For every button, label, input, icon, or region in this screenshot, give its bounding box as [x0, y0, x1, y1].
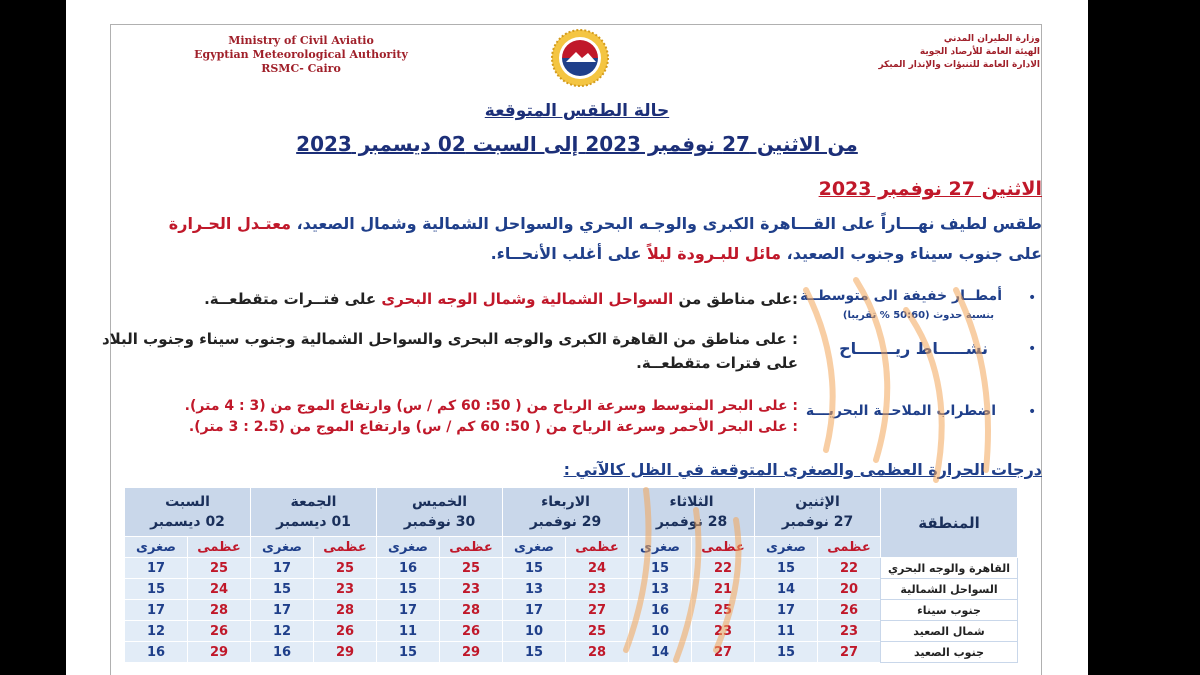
max-temp-cell: 25 [692, 600, 755, 621]
min-temp-cell: 15 [629, 558, 692, 579]
rain-text-region: السواحل الشمالية وشمال الوجه البحرى [381, 290, 674, 308]
table-row [125, 642, 1018, 663]
min-temp-cell: 13 [503, 579, 566, 600]
max-temp-cell: 25 [188, 558, 251, 579]
header-ar-line-1: وزارة الطيران المدني [943, 34, 1040, 44]
day-name: الإثنين [795, 494, 840, 510]
phenomenon-rain-text [204, 290, 798, 308]
description-highlight: معتـدل الحـرارة [168, 214, 291, 233]
region-name: شمال الصعيد [881, 621, 1018, 642]
header-ar-line-3: الادارة العامة للتنبؤات والإنذار المبكر [878, 60, 1040, 70]
temperature-table [124, 487, 1018, 663]
max-temp-cell: 23 [818, 621, 881, 642]
day-heading: الاثنين 27 نوفمبر 2023 [818, 178, 1042, 200]
min-temp-cell: 16 [125, 642, 188, 663]
day-header [629, 488, 755, 537]
description-text: على جنوب سيناء وجنوب الصعيد، [781, 244, 1042, 263]
min-temp-cell: 17 [125, 558, 188, 579]
min-temp-cell: 11 [755, 621, 818, 642]
region-name: السواحل الشمالية [881, 579, 1018, 600]
max-temp-cell: 22 [818, 558, 881, 579]
max-temp-cell: 23 [692, 621, 755, 642]
region-name: جنوب الصعيد [881, 642, 1018, 663]
min-temp-cell: 15 [755, 642, 818, 663]
max-temp-cell: 29 [440, 642, 503, 663]
max-label: عظمى [818, 537, 881, 558]
max-temp-cell: 27 [818, 642, 881, 663]
max-temp-cell: 29 [314, 642, 377, 663]
day-name: الجمعة [290, 494, 337, 510]
min-label: صغرى [125, 537, 188, 558]
min-temp-cell: 15 [251, 579, 314, 600]
day-header [755, 488, 881, 537]
min-temp-cell: 14 [629, 642, 692, 663]
header-en-line-1: Ministry of Civil Aviatio [228, 34, 374, 47]
min-label: صغرى [503, 537, 566, 558]
max-temp-cell: 25 [566, 621, 629, 642]
day-date: 30 نوفمبر [403, 514, 476, 530]
max-temp-cell: 23 [566, 579, 629, 600]
header-en-line-3: RSMC- Cairo [261, 62, 341, 75]
max-temp-cell: 26 [188, 621, 251, 642]
max-label: عظمى [692, 537, 755, 558]
day-name: الثلاثاء [669, 494, 714, 510]
min-temp-cell: 15 [503, 558, 566, 579]
min-temp-cell: 17 [251, 558, 314, 579]
max-label: عظمى [440, 537, 503, 558]
min-temp-cell: 17 [125, 600, 188, 621]
description-text: على أغلب الأنحــاء. [490, 244, 647, 263]
day-date: 29 نوفمبر [529, 514, 602, 530]
phenomenon-sea-label: اضطراب الملاحــة البحريـــة [805, 403, 996, 419]
min-label: صغرى [377, 537, 440, 558]
description-text: طقس لطيف نهـــاراً على القـــاهرة الكبرى والوجـه البحري والسواحل الشمالية وشمال الصعيد، [291, 214, 1042, 233]
ema-logo-icon [550, 28, 610, 88]
max-temp-cell: 25 [314, 558, 377, 579]
min-label: صغرى [629, 537, 692, 558]
day-name: السبت [165, 494, 210, 510]
max-temp-cell: 20 [818, 579, 881, 600]
min-temp-cell: 15 [377, 642, 440, 663]
max-temp-cell: 28 [314, 600, 377, 621]
min-temp-cell: 11 [377, 621, 440, 642]
day-header [377, 488, 503, 537]
day-date: 28 نوفمبر [655, 514, 728, 530]
day-date: 01 ديسمبر [276, 514, 351, 530]
min-temp-cell: 16 [629, 600, 692, 621]
min-temp-cell: 12 [251, 621, 314, 642]
description-line-1 [169, 214, 1042, 233]
rain-text-a: :على مناطق من [673, 290, 798, 308]
min-temp-cell: 17 [503, 600, 566, 621]
table-row [125, 558, 1018, 579]
description-highlight: مائل للبـرودة ليلاً [646, 244, 782, 263]
day-header [503, 488, 629, 537]
max-label: عظمى [566, 537, 629, 558]
day-header [251, 488, 377, 537]
table-row [125, 579, 1018, 600]
header-ar-line-2: الهيئة العامة للأرصاد الجوية [919, 47, 1040, 57]
min-temp-cell: 13 [629, 579, 692, 600]
max-temp-cell: 26 [314, 621, 377, 642]
max-temp-cell: 28 [566, 642, 629, 663]
phenomenon-rain-label: أمطــار خفيفة الى متوسطــة [800, 288, 1002, 304]
phenomenon-sea-line-1: : على البحر المتوسط وسرعة الرياح من ( 50: 60 كم / س) وارتفاع الموج من (3 : 4 متر). [184, 398, 798, 414]
forecast-period: من الاثنين 27 نوفمبر 2023 إلى السبت 02 ديسمبر 2023 [296, 132, 858, 156]
description-line-2 [491, 244, 1042, 263]
header-en-line-2: Egyptian Meteorological Authority [194, 48, 408, 61]
min-temp-cell: 15 [125, 579, 188, 600]
region-name: جنوب سيناء [881, 600, 1018, 621]
max-temp-cell: 23 [440, 579, 503, 600]
min-temp-cell: 16 [377, 558, 440, 579]
forecast-document [66, 0, 1088, 675]
table-row [125, 600, 1018, 621]
min-temp-cell: 12 [125, 621, 188, 642]
max-temp-cell: 22 [692, 558, 755, 579]
max-temp-cell: 26 [818, 600, 881, 621]
table-row [125, 621, 1018, 642]
max-temp-cell: 24 [566, 558, 629, 579]
phenomenon-rain-sublabel: بنسبة حدوث (50:60 % تقريبا) [842, 310, 994, 321]
rain-text-b: على فتــرات متقطعــة. [204, 290, 382, 308]
min-temp-cell: 10 [503, 621, 566, 642]
max-temp-cell: 21 [692, 579, 755, 600]
min-temp-cell: 15 [377, 579, 440, 600]
max-label: عظمى [188, 537, 251, 558]
phenomenon-wind-label: نشـــــاط ريـــــــاح [839, 339, 988, 358]
day-header [125, 488, 251, 537]
max-temp-cell: 23 [314, 579, 377, 600]
table-title: درجات الحرارة العظمى والصغرى المتوقعة في الظل كالآتي : [563, 460, 1042, 479]
bullet-icon: • [1028, 290, 1037, 306]
bullet-icon: • [1028, 341, 1037, 357]
day-name: الاربعاء [541, 494, 590, 510]
day-date: 02 ديسمبر [150, 514, 225, 530]
phenomenon-wind-line-2: على فترات متقطعــة. [636, 354, 798, 372]
min-temp-cell: 10 [629, 621, 692, 642]
min-temp-cell: 14 [755, 579, 818, 600]
max-temp-cell: 27 [566, 600, 629, 621]
page-title: حالة الطقس المتوقعة [484, 101, 670, 121]
min-temp-cell: 16 [251, 642, 314, 663]
max-temp-cell: 27 [692, 642, 755, 663]
min-temp-cell: 17 [755, 600, 818, 621]
min-label: صغرى [755, 537, 818, 558]
min-temp-cell: 15 [503, 642, 566, 663]
max-temp-cell: 29 [188, 642, 251, 663]
min-label: صغرى [251, 537, 314, 558]
max-temp-cell: 28 [440, 600, 503, 621]
day-name: الخميس [411, 494, 468, 510]
min-temp-cell: 17 [377, 600, 440, 621]
region-header: المنطقة [881, 488, 1018, 558]
max-temp-cell: 24 [188, 579, 251, 600]
region-name: القاهرة والوجه البحري [881, 558, 1018, 579]
day-date: 27 نوفمبر [781, 514, 854, 530]
temperature-rows [125, 558, 1018, 663]
max-temp-cell: 28 [188, 600, 251, 621]
max-label: عظمى [314, 537, 377, 558]
bullet-icon: • [1028, 404, 1037, 420]
min-temp-cell: 17 [251, 600, 314, 621]
max-temp-cell: 25 [440, 558, 503, 579]
phenomenon-wind-line-1: : على مناطق من القاهرة الكبرى والوجه البحرى والسواحل الشمالية وجنوب سيناء وجنوب البلاد [101, 330, 798, 348]
max-temp-cell: 26 [440, 621, 503, 642]
phenomenon-sea-line-2: : على البحر الأحمر وسرعة الرياح من ( 50: 60 كم / س) وارتفاع الموج من (2.5 : 3 متر). [188, 419, 798, 435]
min-temp-cell: 15 [755, 558, 818, 579]
